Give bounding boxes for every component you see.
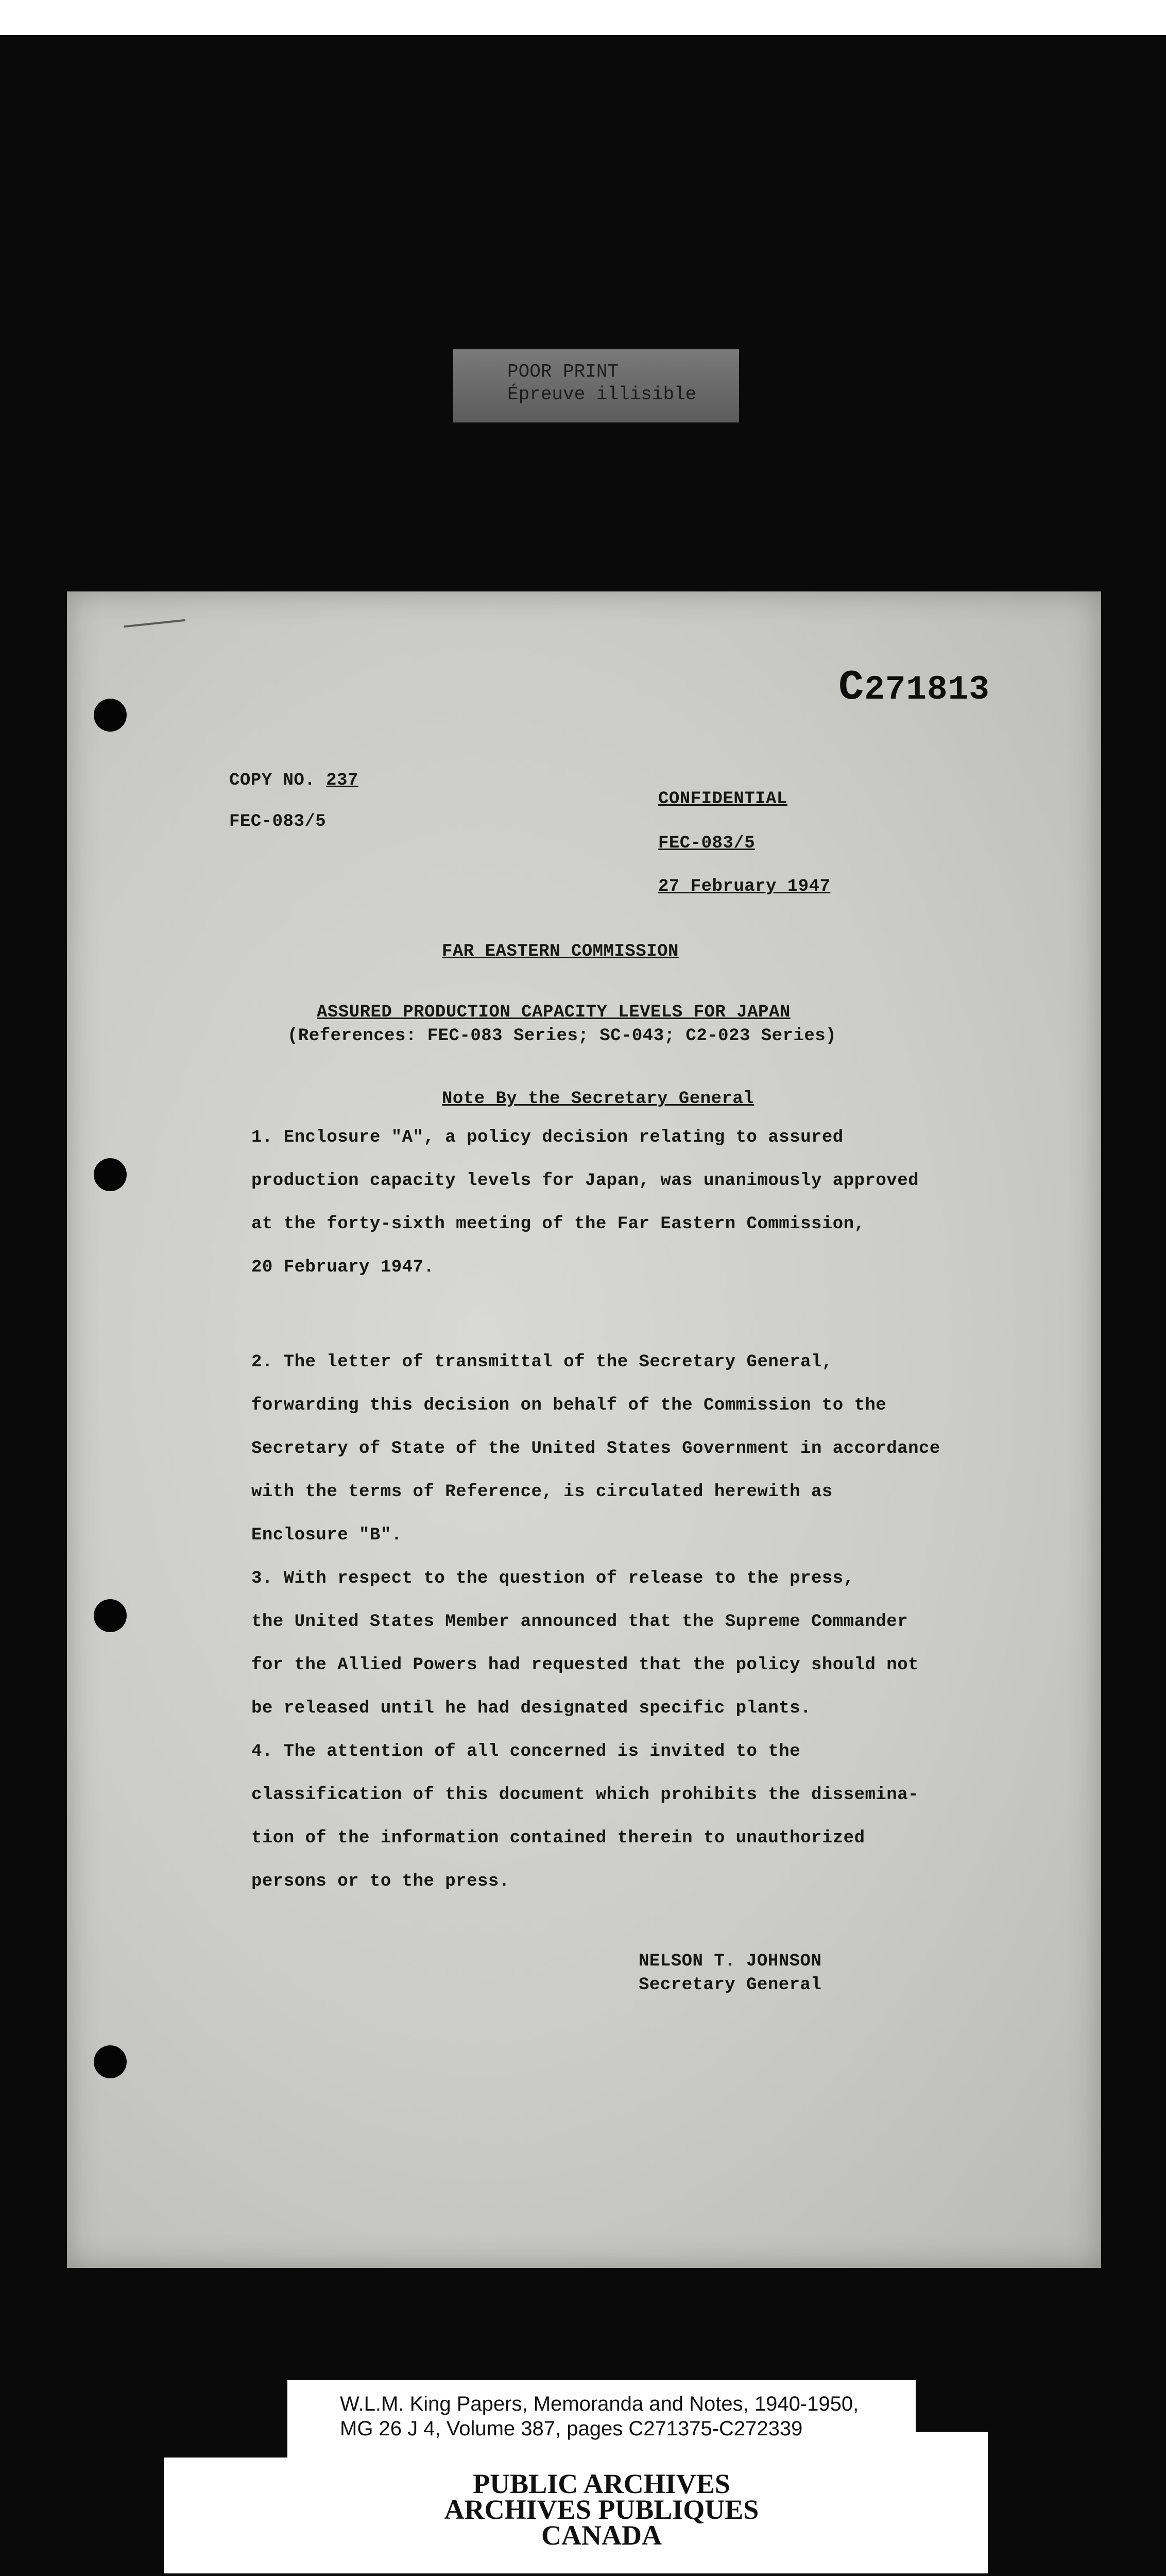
paragraph-line: classification of this document which prohibits the dissemina- (251, 1785, 919, 1805)
paragraph-4 (251, 1730, 919, 1903)
archive-name-en: PUBLIC ARCHIVES (473, 2468, 730, 2499)
document-number-prefix: C (838, 664, 865, 711)
paragraph-line: be released until he had designated specific plants. (251, 1699, 811, 1718)
document-references: (References: FEC-083 Series; SC-043; C2-023 Series) (287, 1026, 837, 1046)
archive-country: CANADA (541, 2520, 662, 2551)
paragraph-line: with the terms of Reference, is circulated herewith as (251, 1482, 833, 1502)
archive-reference-line: MG 26 J 4, Volume 387, pages C271375-C272339 (340, 2417, 803, 2440)
paragraph-line: Secretary of State of the United States Government in accordance (251, 1439, 940, 1459)
punch-hole (94, 1158, 127, 1191)
paragraph-line: 2. The letter of transmittal of the Secretary General, (251, 1352, 833, 1372)
punch-hole (94, 1599, 127, 1632)
paragraph-line: for the Allied Powers had requested that the policy should not (251, 1655, 919, 1675)
paragraph-line: Enclosure "B". (251, 1526, 402, 1545)
copy-number (229, 771, 358, 790)
document-number: 271813 (864, 670, 990, 709)
label-notch (916, 2380, 988, 2432)
reference-right: FEC-083/5 (658, 834, 756, 853)
film-top-edge (0, 0, 1166, 35)
archive-reference-line: W.L.M. King Papers, Memoranda and Notes, 1940-1950, (340, 2393, 859, 2415)
paragraph-line: at the forty-sixth meeting of the Far Eastern Commission, (251, 1214, 865, 1234)
paragraph-line: forwarding this decision on behalf of the Commission to the (251, 1396, 887, 1415)
classification: CONFIDENTIAL (658, 789, 787, 809)
document-title: ASSURED PRODUCTION CAPACITY LEVELS FOR JAPAN (317, 1003, 791, 1022)
paragraph-line: the United States Member announced that the Supreme Commander (251, 1612, 908, 1632)
signature-name: NELSON T. JOHNSON (639, 1952, 822, 1971)
signature-title: Secretary General (639, 1975, 822, 1995)
commission-heading: FAR EASTERN COMMISSION (442, 942, 679, 961)
paragraph-line: production capacity levels for Japan, was unanimously approved (251, 1171, 919, 1191)
reference-left: FEC-083/5 (229, 812, 327, 832)
document-page (67, 591, 1101, 2268)
paragraph-1 (251, 1116, 919, 1289)
paragraph-line: tion of the information contained therein to unauthorized (251, 1828, 865, 1848)
note-heading: Note By the Secretary General (442, 1089, 755, 1109)
document-date: 27 February 1947 (658, 877, 831, 896)
label-notch (164, 2380, 287, 2458)
punch-hole (94, 699, 127, 732)
punch-hole (94, 2045, 127, 2078)
document-number-stamp (838, 664, 990, 711)
archive-name-fr: ARCHIVES PUBLIQUES (444, 2494, 759, 2525)
paragraph-line: 1. Enclosure "A", a policy decision relating to assured (251, 1128, 844, 1147)
paper-mark (124, 619, 185, 628)
paragraph-3 (251, 1557, 919, 1730)
paragraph-2 (251, 1341, 940, 1557)
poor-print-label: POOR PRINT (507, 361, 619, 382)
paragraph-line: persons or to the press. (251, 1872, 510, 1891)
paragraph-line: 3. With respect to the question of release to the press, (251, 1569, 854, 1588)
paragraph-line: 20 February 1947. (251, 1258, 435, 1277)
copy-number-label: COPY NO. (229, 771, 316, 790)
copy-number-value: 237 (326, 771, 358, 790)
poor-print-stamp (453, 349, 739, 422)
poor-print-label-fr: Épreuve illisible (507, 384, 697, 405)
paragraph-line: 4. The attention of all concerned is invited to the (251, 1742, 801, 1761)
